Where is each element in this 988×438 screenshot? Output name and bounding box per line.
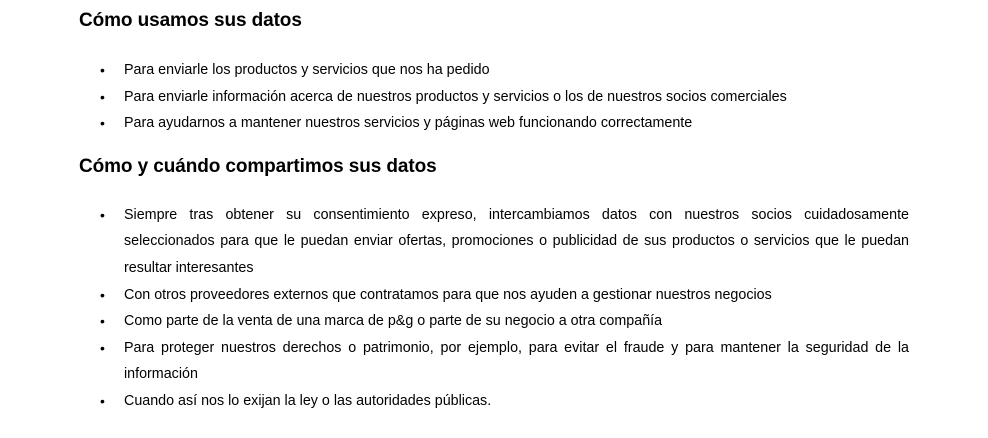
list-item — [79, 335, 909, 388]
list-item — [79, 282, 909, 309]
list-item-text: Como parte de la venta de una marca de p&g o parte de su negocio a otra compañía — [124, 313, 663, 330]
usage-list — [79, 57, 909, 137]
list-item — [79, 202, 909, 282]
list-item — [79, 57, 909, 84]
bullet-icon: • — [100, 392, 105, 409]
list-item — [79, 110, 909, 137]
sharing-list — [79, 202, 909, 415]
policy-content — [79, 8, 909, 415]
list-item-text: Para proteger nuestros derechos o patrimonio, por ejemplo, para evitar el fraude y para mantener la seguridad de la información — [124, 339, 909, 383]
bullet-icon: • — [100, 339, 105, 356]
bullet-icon: • — [100, 115, 105, 132]
section-title-sharing: Cómo y cuándo compartimos sus datos — [79, 155, 437, 177]
list-item-text: Para enviarle información acerca de nuestros productos y servicios o los de nuestros socios comerciales — [124, 88, 787, 105]
list-item-text: Para ayudarnos a mantener nuestros servicios y páginas web funcionando correctamente — [124, 115, 693, 132]
list-item — [79, 308, 909, 335]
section-title-usage: Cómo usamos sus datos — [79, 10, 302, 31]
list-item — [79, 388, 909, 415]
list-item-text: Cuando así nos lo exijan la ley o las autoridades públicas. — [124, 392, 492, 409]
bullet-icon: • — [100, 286, 105, 303]
bullet-icon: • — [100, 313, 105, 330]
bullet-icon: • — [100, 88, 105, 105]
bullet-icon: • — [100, 62, 105, 78]
bullet-icon: • — [100, 206, 105, 223]
list-item-text: Para enviarle los productos y servicios que nos ha pedido — [124, 62, 490, 78]
list-item — [79, 84, 909, 111]
list-item-text: Con otros proveedores externos que contratamos para que nos ayuden a gestionar nuestros negocios — [124, 286, 772, 303]
list-item-text: Siempre tras obtener su consentimiento expreso, intercambiamos datos con nuestros socios cuidadosamente seleccionados para que le puedan enviar ofertas, promociones o publicidad de sus productos o servicios que le puedan resultar interesantes — [124, 206, 909, 276]
